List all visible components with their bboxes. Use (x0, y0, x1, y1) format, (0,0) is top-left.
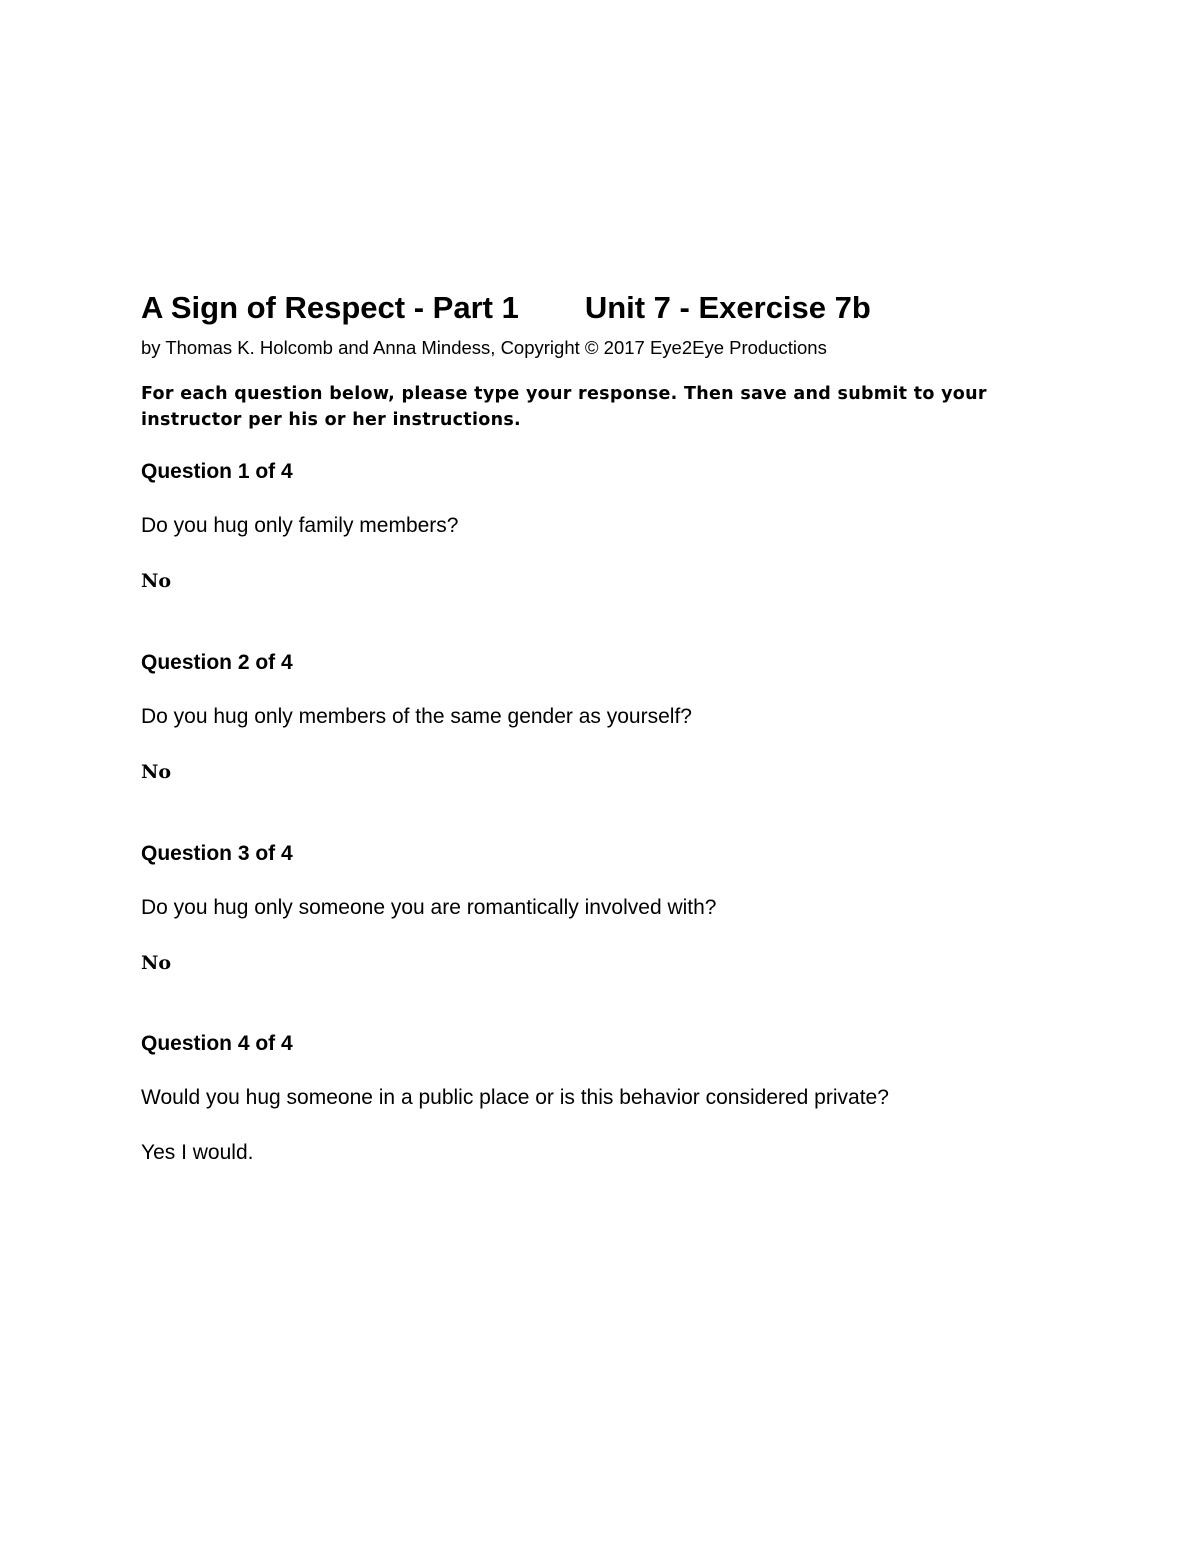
question-3-heading: Question 3 of 4 (141, 842, 293, 865)
title-row (141, 289, 871, 327)
unit-label: Unit 7 - Exercise 7b (584, 290, 871, 325)
question-2-heading: Question 2 of 4 (141, 651, 293, 674)
question-1-heading: Question 1 of 4 (141, 460, 293, 483)
question-1-text: Do you hug only family members? (141, 514, 459, 537)
question-3-text: Do you hug only someone you are romantically involved with? (141, 896, 717, 919)
byline: by Thomas K. Holcomb and Anna Mindess, Copyright © 2017 Eye2Eye Productions (141, 337, 827, 358)
question-2-answer[interactable]: No (141, 761, 172, 783)
question-2-text: Do you hug only members of the same gender as yourself? (141, 705, 692, 728)
question-4-answer[interactable]: Yes I would. (141, 1141, 254, 1164)
question-4-heading: Question 4 of 4 (141, 1032, 293, 1055)
question-4-text: Would you hug someone in a public place or is this behavior considered private? (141, 1086, 889, 1109)
question-3-answer[interactable]: No (141, 952, 172, 974)
instructions: For each question below, please type your response. Then save and submit to your instructor per his or her instructions. (141, 384, 987, 430)
question-1-answer[interactable]: No (141, 570, 172, 592)
document-title: A Sign of Respect - Part 1 (141, 290, 519, 325)
